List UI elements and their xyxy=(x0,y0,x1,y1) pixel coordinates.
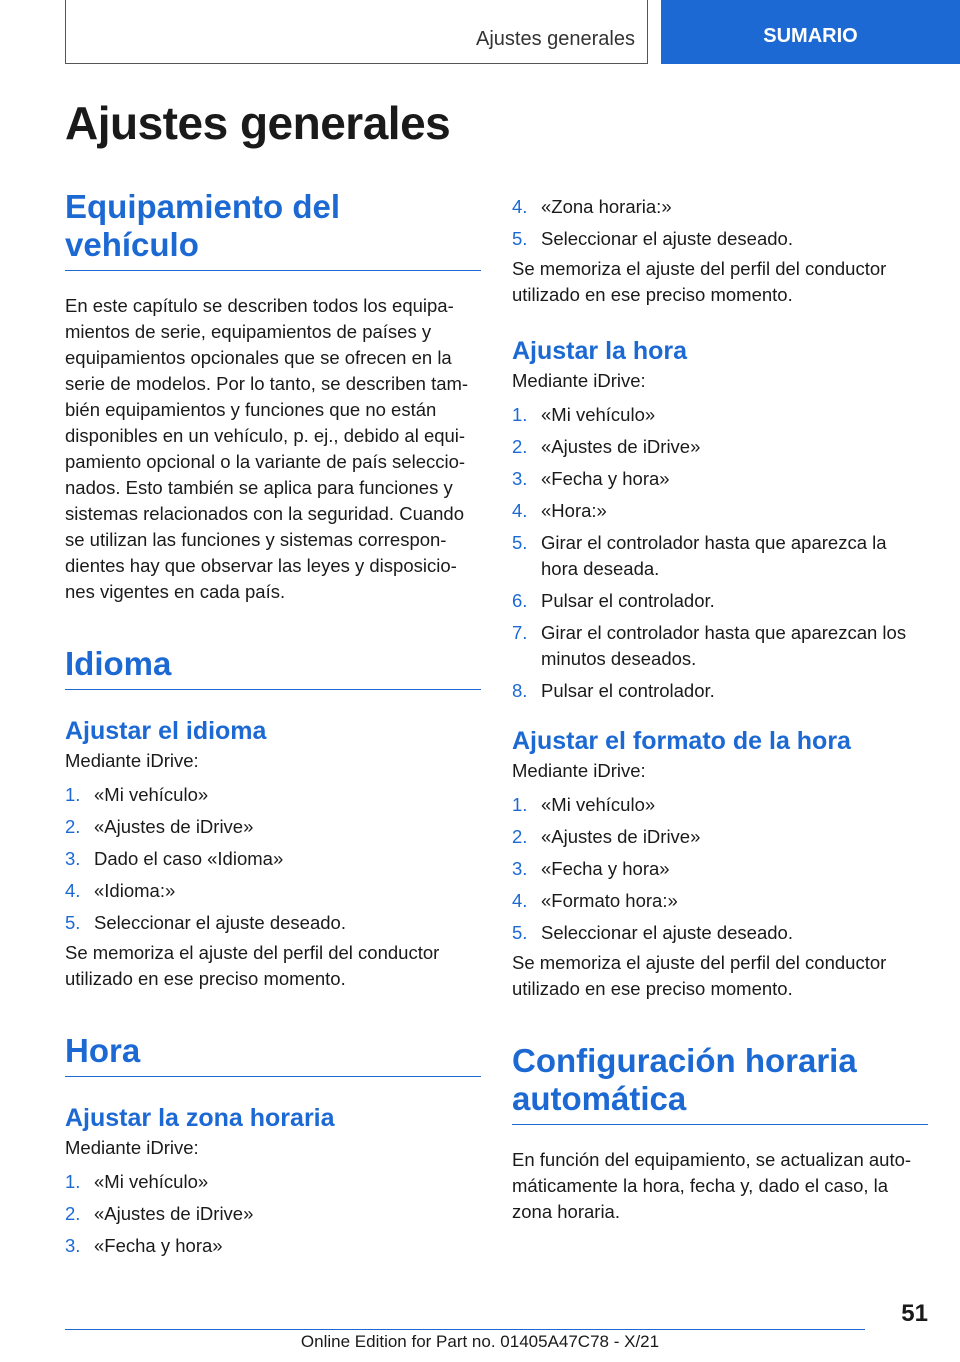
step-number: 1. xyxy=(512,794,528,815)
intro-text: Mediante iDrive: xyxy=(65,1136,199,1158)
step-text: «Idioma:» xyxy=(94,879,176,901)
subheading-ajustar-idioma: Ajustar el idioma xyxy=(65,716,267,745)
steps-list-zona xyxy=(65,1169,481,1259)
step-number: 4. xyxy=(512,500,528,521)
step-number: 2. xyxy=(512,436,528,457)
text-line: bién equipamientos y funciones que no están xyxy=(65,398,437,420)
step-text: Pulsar el controlador. xyxy=(541,680,715,701)
step-text: «Fecha y hora» xyxy=(541,858,670,879)
step-number: 4. xyxy=(512,890,528,911)
list-item xyxy=(512,588,928,614)
step-number: 3. xyxy=(512,468,528,489)
list-item xyxy=(512,824,928,850)
list-item xyxy=(65,1233,481,1259)
step-number: 2. xyxy=(512,826,528,847)
step-number: 6. xyxy=(512,590,528,611)
list-item xyxy=(512,920,928,946)
equipamiento-paragraph xyxy=(65,293,481,605)
subheading-formato-hora: Ajustar el formato de la hora xyxy=(512,727,851,755)
step-number: 8. xyxy=(512,680,528,701)
list-item xyxy=(65,814,481,840)
step-text: «Mi vehículo» xyxy=(541,404,656,425)
step-text: Seleccionar el ajuste deseado. xyxy=(541,228,793,249)
page-header xyxy=(0,0,960,66)
subheading-ajustar-hora: Ajustar la hora xyxy=(512,337,688,365)
step-text: Girar el controlador hasta que aparezcan los xyxy=(541,622,907,643)
text-line: pamiento opcional o la variante de país seleccio‐ xyxy=(65,450,466,472)
heading-hora: Hora xyxy=(65,1032,481,1077)
text-line: nados. Esto también se aplica para funciones y xyxy=(65,476,453,498)
text-line: se utilizan las funciones y sistemas correspon‐ xyxy=(65,528,447,550)
step-text: «Mi vehículo» xyxy=(541,794,656,815)
step-text: Dado el caso «Idioma» xyxy=(94,847,284,869)
step-text: «Formato hora:» xyxy=(541,890,678,911)
steps-list-formato xyxy=(512,792,928,946)
step-number: 1. xyxy=(65,783,81,805)
text-line: Se memoriza el ajuste del perfil del conductor xyxy=(512,258,887,279)
step-number: 2. xyxy=(65,815,81,837)
step-number: 5. xyxy=(65,911,81,933)
text-line: utilizado en ese preciso momento. xyxy=(512,284,793,305)
steps-list-idioma xyxy=(65,782,481,936)
step-text: Seleccionar el ajuste deseado. xyxy=(94,911,346,933)
intro-text: Mediante iDrive: xyxy=(512,760,646,781)
text-line: nes vigentes en cada país. xyxy=(65,580,286,602)
subheading-zona-horaria: Ajustar la zona horaria xyxy=(65,1103,335,1132)
step-text-cont: minutos deseados. xyxy=(541,648,697,669)
text-line: zona horaria. xyxy=(512,1200,620,1222)
steps-list-hora xyxy=(512,402,928,704)
list-item xyxy=(65,878,481,904)
text-line: equipamientos opcionales que se ofrecen en la xyxy=(65,346,452,368)
step-text: «Fecha y hora» xyxy=(541,468,670,489)
text-line: mientos de serie, equipamientos de países y xyxy=(65,320,432,342)
step-number: 4. xyxy=(512,196,528,217)
auto-paragraph xyxy=(512,1147,928,1225)
text-line: En este capítulo se describen todos los equipa‐ xyxy=(65,294,454,316)
list-item xyxy=(65,846,481,872)
step-text: «Ajustes de iDrive» xyxy=(94,815,254,837)
step-number: 7. xyxy=(512,622,528,643)
note-text xyxy=(65,940,481,992)
step-number: 1. xyxy=(512,404,528,425)
breadcrumb xyxy=(65,0,648,64)
text-line: utilizado en ese preciso momento. xyxy=(512,978,793,999)
step-text-cont: hora deseada. xyxy=(541,558,660,579)
list-item xyxy=(512,466,928,492)
step-number: 1. xyxy=(65,1170,81,1192)
page-title: Ajustes generales xyxy=(65,97,451,149)
list-item xyxy=(512,792,928,818)
list-item xyxy=(512,498,928,524)
step-text: «Mi vehículo» xyxy=(94,783,209,805)
text-line: Se memoriza el ajuste del perfil del conductor xyxy=(512,952,887,973)
list-item xyxy=(65,910,481,936)
heading-idioma: Idioma xyxy=(65,645,481,690)
text-line: En función del equipamiento, se actualizan auto‐ xyxy=(512,1148,912,1170)
left-column xyxy=(65,188,481,1259)
intro-text: Mediante iDrive: xyxy=(65,749,199,771)
text-line: utilizado en ese preciso momento. xyxy=(65,967,346,989)
list-item xyxy=(512,226,928,252)
step-text: Pulsar el controlador. xyxy=(541,590,715,611)
step-number: 5. xyxy=(512,228,528,249)
list-item xyxy=(512,434,928,460)
heading-configuracion-automatica xyxy=(512,1042,928,1125)
page-number: 51 xyxy=(901,1300,928,1327)
list-item xyxy=(65,1169,481,1195)
list-item xyxy=(512,194,928,220)
step-text: «Zona horaria:» xyxy=(541,196,672,217)
intro-text: Mediante iDrive: xyxy=(512,370,646,391)
heading-line: automática xyxy=(512,1079,687,1117)
text-line: serie de modelos. Por lo tanto, se describen tam‐ xyxy=(65,372,469,394)
step-text: «Ajustes de iDrive» xyxy=(541,826,701,847)
list-item xyxy=(65,1201,481,1227)
sumario-button[interactable]: SUMARIO xyxy=(661,0,960,64)
step-number: 5. xyxy=(512,532,528,553)
step-text: Girar el controlador hasta que aparezca la xyxy=(541,532,887,553)
heading-line: Configuración horaria xyxy=(512,1042,857,1079)
text-line: dientes hay que observar las leyes y disposicio‐ xyxy=(65,554,457,576)
right-column xyxy=(512,188,928,1225)
list-item xyxy=(512,888,928,914)
text-line: Se memoriza el ajuste del perfil del conductor xyxy=(65,941,440,963)
step-number: 3. xyxy=(65,1234,81,1256)
step-text: «Ajustes de iDrive» xyxy=(541,436,701,457)
text-line: máticamente la hora, fecha y, dado el caso, la xyxy=(512,1174,889,1196)
step-text: Seleccionar el ajuste deseado. xyxy=(541,922,793,943)
list-item xyxy=(512,678,928,704)
step-number: 3. xyxy=(65,847,81,869)
note-text xyxy=(512,256,928,308)
steps-list-zona-cont xyxy=(512,194,928,252)
text-line: disponibles en un vehículo, p. ej., debido al equi‐ xyxy=(65,424,466,446)
breadcrumb-label: Ajustes generales xyxy=(476,28,635,50)
step-number: 4. xyxy=(65,879,81,901)
text-line: sistemas relacionados con la seguridad. Cuando xyxy=(65,502,465,524)
list-item xyxy=(512,530,928,582)
list-item xyxy=(65,782,481,808)
step-number: 2. xyxy=(65,1202,81,1224)
note-text xyxy=(512,950,928,1002)
heading-equipamiento: Equipamiento del vehículo xyxy=(65,188,481,271)
step-text: «Mi vehículo» xyxy=(94,1170,209,1192)
list-item xyxy=(512,620,928,672)
step-text: «Fecha y hora» xyxy=(94,1234,223,1256)
step-number: 3. xyxy=(512,858,528,879)
list-item xyxy=(512,856,928,882)
step-text: «Ajustes de iDrive» xyxy=(94,1202,254,1224)
step-number: 5. xyxy=(512,922,528,943)
footer-edition: Online Edition for Part no. 01405A47C78 - X/21 xyxy=(300,1332,660,1351)
footer-divider xyxy=(65,1329,865,1330)
step-text: «Hora:» xyxy=(541,500,607,521)
list-item xyxy=(512,402,928,428)
